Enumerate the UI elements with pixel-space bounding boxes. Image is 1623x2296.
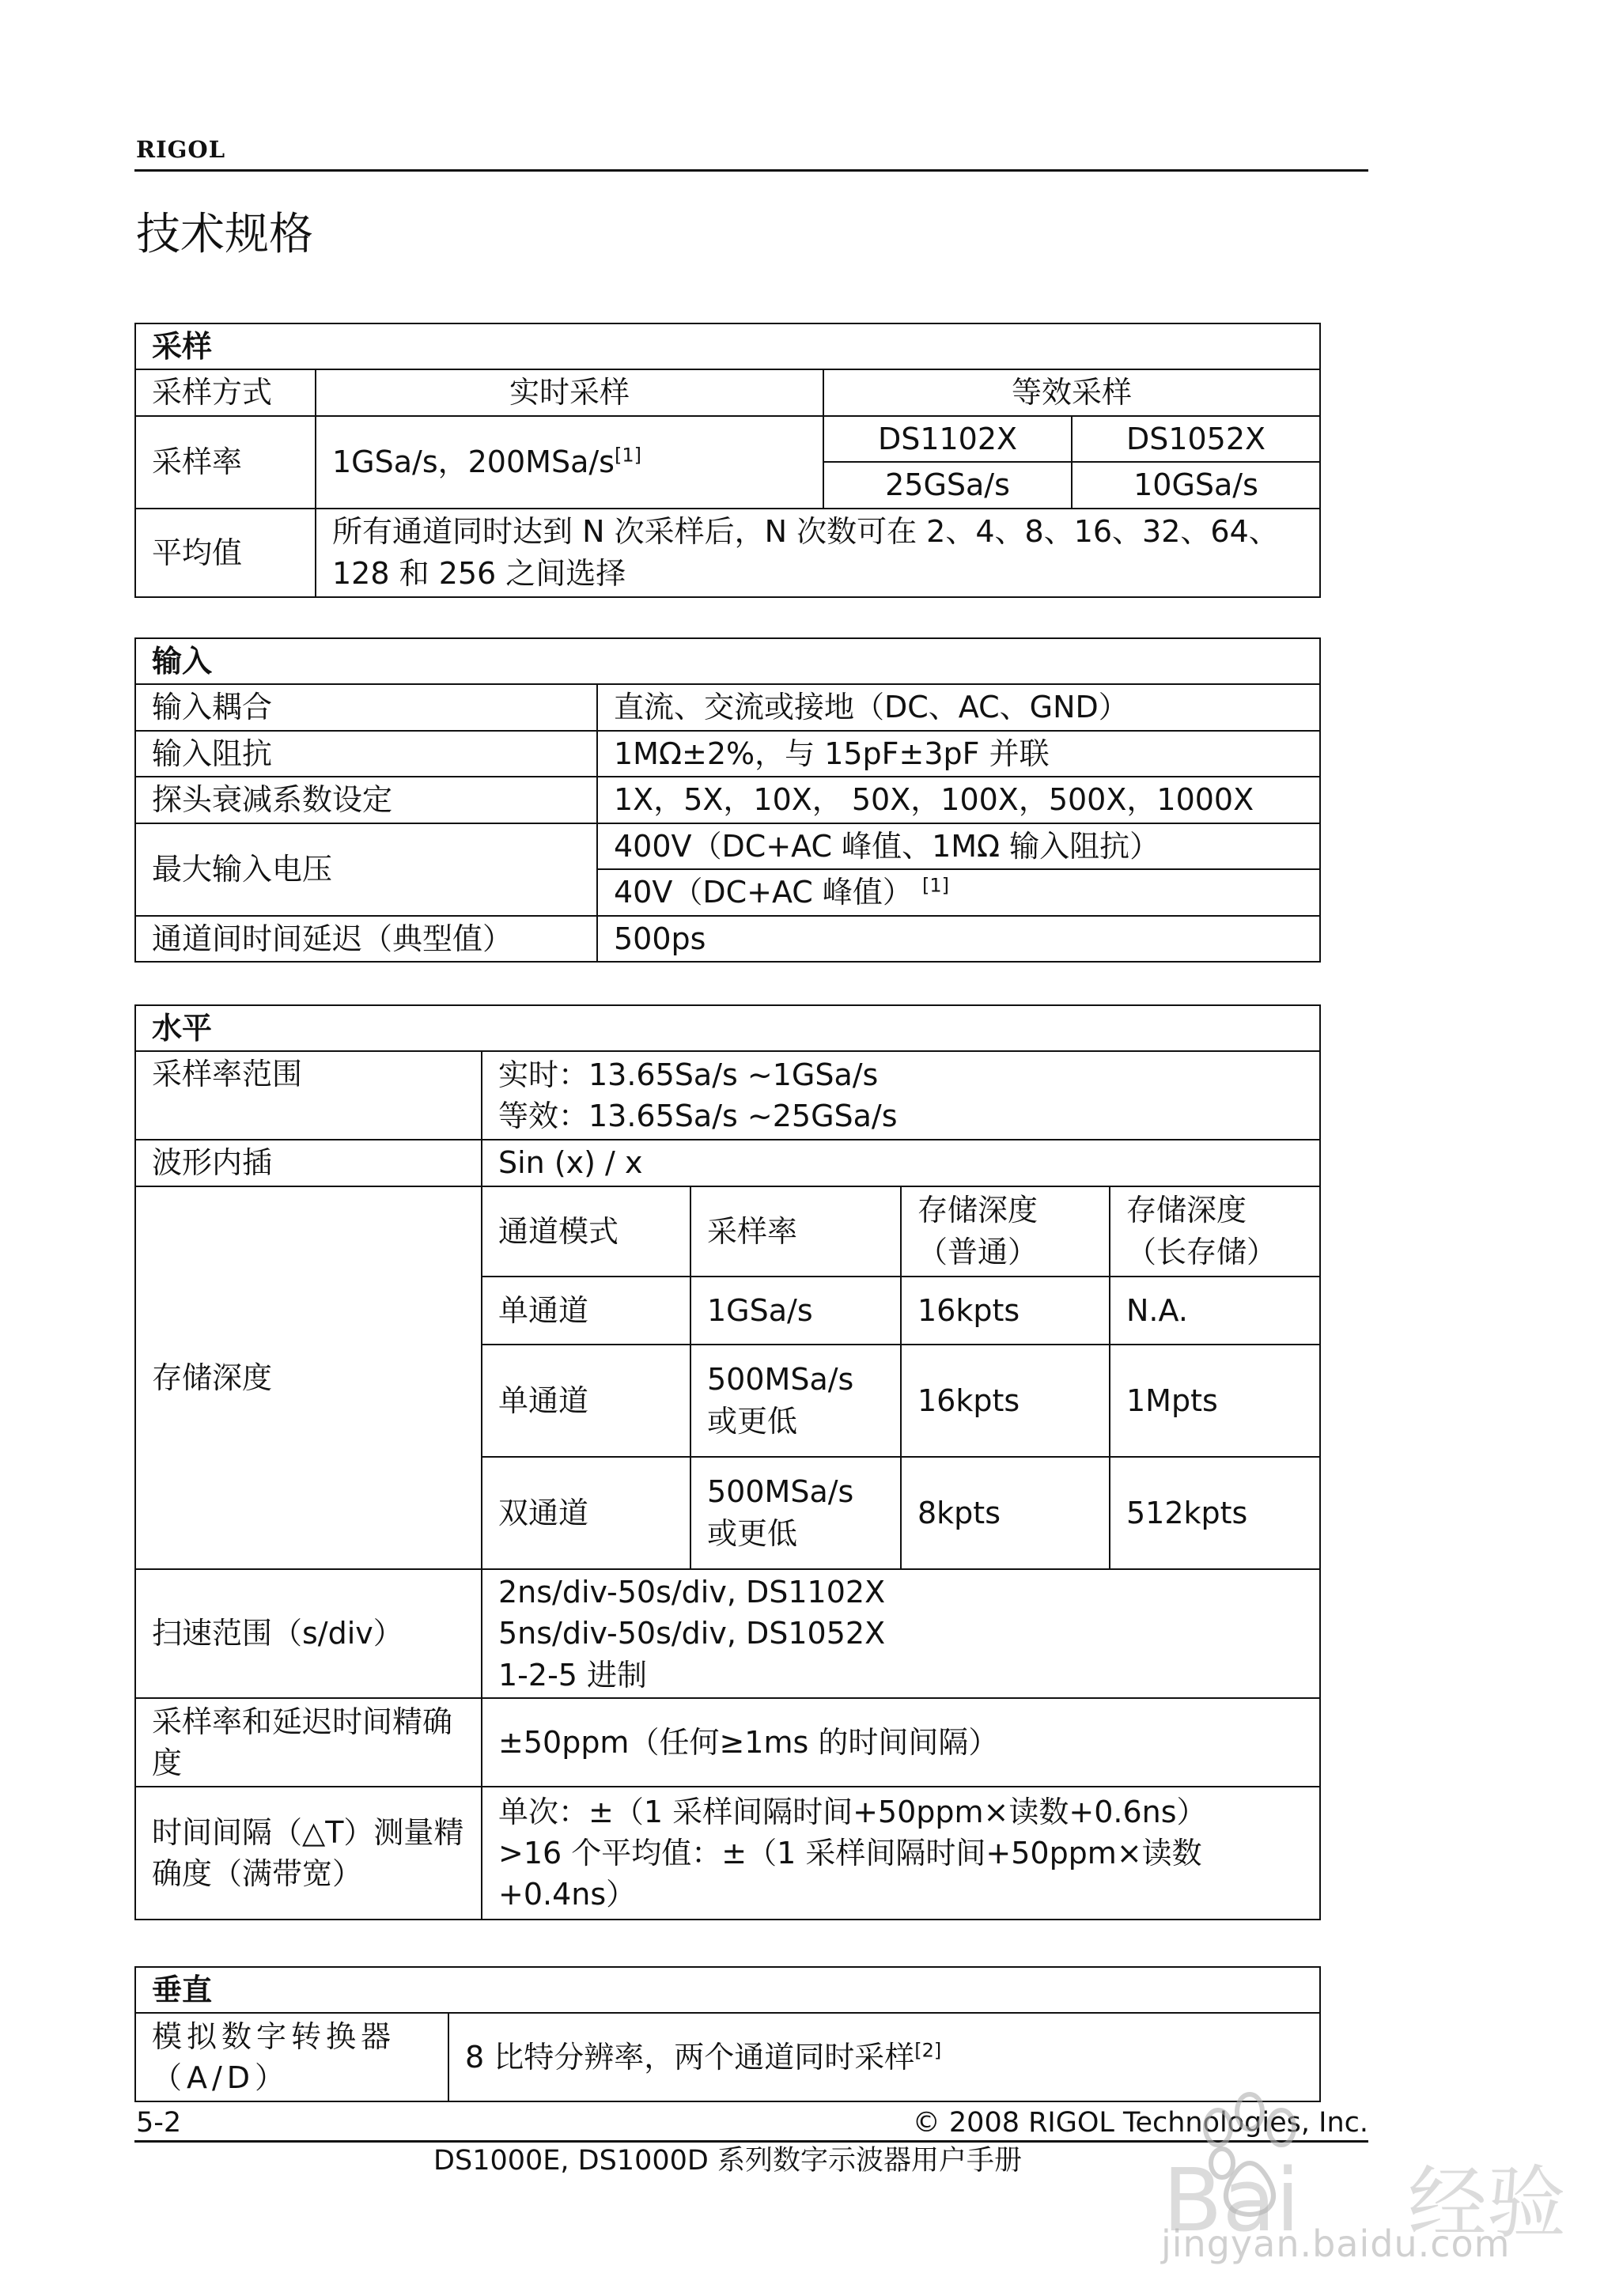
interp-label: 波形内插	[135, 1140, 482, 1186]
eq-rate-a: 25GSa/s	[823, 462, 1072, 508]
input-row-label: 输入耦合	[135, 684, 597, 730]
depth-cell: 双通道	[482, 1457, 690, 1569]
depth-cell: 8kpts	[901, 1457, 1110, 1569]
page-number: 5-2	[136, 2107, 182, 2139]
depth-label: 存储深度	[135, 1186, 482, 1569]
maxv-value-2: 40V（DC+AC 峰值） [1]	[597, 869, 1320, 915]
depth-cell: 1GSa/s	[690, 1277, 901, 1345]
equivalent-label: 等效采样	[823, 369, 1320, 415]
copyright: © 2008 RIGOL Technologies, Inc.	[912, 2107, 1368, 2139]
horizontal-heading: 水平	[135, 1005, 1320, 1051]
svg-text:Bai: Bai	[1163, 2150, 1300, 2251]
depth-header: 采样率	[690, 1186, 901, 1277]
watermark-text: jingyan.baidu.com	[1161, 2222, 1511, 2265]
input-row-label: 探头衰减系数设定	[135, 777, 597, 823]
model-b: DS1052X	[1072, 416, 1320, 462]
delay-label: 通道间时间延迟（典型值）	[135, 916, 597, 962]
vertical-table	[134, 1966, 1321, 2102]
sampling-table	[134, 323, 1321, 598]
interp-value: Sin (x) / x	[482, 1140, 1320, 1186]
depth-cell: 16kpts	[901, 1345, 1110, 1457]
depth-cell: 1Mpts	[1110, 1345, 1320, 1457]
range-label: 采样率范围	[135, 1051, 482, 1140]
adc-label: 模拟数字转换器（A/D）	[135, 2013, 448, 2101]
header-rule	[134, 169, 1368, 172]
accuracy-value: ±50ppm（任何≥1ms 的时间间隔）	[482, 1698, 1320, 1787]
delay-value: 500ps	[597, 916, 1320, 962]
depth-cell: 16kpts	[901, 1277, 1110, 1345]
footnote-ref: [1]	[614, 444, 641, 467]
input-row-value: 1X，5X，10X， 50X，100X，500X，1000X	[597, 777, 1320, 823]
depth-header: 存储深度 （长存储）	[1110, 1186, 1320, 1277]
adc-value: 8 比特分辨率，两个通道同时采样[2]	[448, 2013, 1320, 2101]
sweep-label: 扫速范围（s/div）	[135, 1569, 482, 1698]
svg-text:经验: 经验	[1408, 2157, 1566, 2249]
brand-logo: RIGOL	[136, 136, 226, 163]
input-table	[134, 637, 1321, 963]
input-row-value: 直流、交流或接地（DC、AC、GND）	[597, 684, 1320, 730]
depth-header: 存储深度 （普通）	[901, 1186, 1110, 1277]
eq-rate-b: 10GSa/s	[1072, 462, 1320, 508]
depth-header: 通道模式	[482, 1186, 690, 1277]
horizontal-table	[134, 1004, 1321, 1920]
input-row-value: 1MΩ±2%，与 15pF±3pF 并联	[597, 731, 1320, 777]
depth-cell: 单通道	[482, 1277, 690, 1345]
input-heading: 输入	[135, 638, 1320, 684]
sampling-heading: 采样	[135, 323, 1320, 369]
maxv-label: 最大输入电压	[135, 823, 597, 916]
input-row-label: 输入阻抗	[135, 731, 597, 777]
rate-value: 1GSa/s，200MSa/s[1]	[316, 416, 823, 509]
rate-label: 采样率	[135, 416, 316, 509]
realtime-label: 实时采样	[316, 369, 823, 415]
vertical-heading: 垂直	[135, 1967, 1320, 2013]
depth-cell: 500MSa/s 或更低	[690, 1345, 901, 1457]
avg-value: 所有通道同时达到 N 次采样后，N 次数可在 2、4、8、16、32、64、 128 和 256 之间选择	[316, 509, 1320, 597]
delta-t-label: 时间间隔（△T）测量精确度（满带宽）	[135, 1787, 482, 1920]
page-title: 技术规格	[136, 209, 313, 260]
depth-cell: 单通道	[482, 1345, 690, 1457]
manual-title: DS1000E, DS1000D 系列数字示波器用户手册	[433, 2145, 1022, 2177]
range-value: 实时：13.65Sa/s ~1GSa/s 等效：13.65Sa/s ~25GSa/s	[482, 1051, 1320, 1140]
depth-cell: N.A.	[1110, 1277, 1320, 1345]
delta-t-value: 单次：±（1 采样间隔时间+50ppm×读数+0.6ns） >16 个平均值：±（1 采样间隔时间+50ppm×读数 +0.4ns）	[482, 1787, 1320, 1920]
depth-cell: 500MSa/s 或更低	[690, 1457, 901, 1569]
footnote-ref: [2]	[914, 2039, 942, 2062]
model-a: DS1102X	[823, 416, 1072, 462]
sweep-value: 2ns/div-50s/div, DS1102X 5ns/div-50s/div, DS1052X 1-2-5 进制	[482, 1569, 1320, 1698]
avg-label: 平均值	[135, 509, 316, 597]
maxv-value-1: 400V（DC+AC 峰值、1MΩ 输入阻抗）	[597, 823, 1320, 869]
footnote-ref: [1]	[922, 874, 950, 897]
depth-cell: 512kpts	[1110, 1457, 1320, 1569]
mode-label: 采样方式	[135, 369, 316, 415]
accuracy-label: 采样率和延迟时间精确度	[135, 1698, 482, 1787]
